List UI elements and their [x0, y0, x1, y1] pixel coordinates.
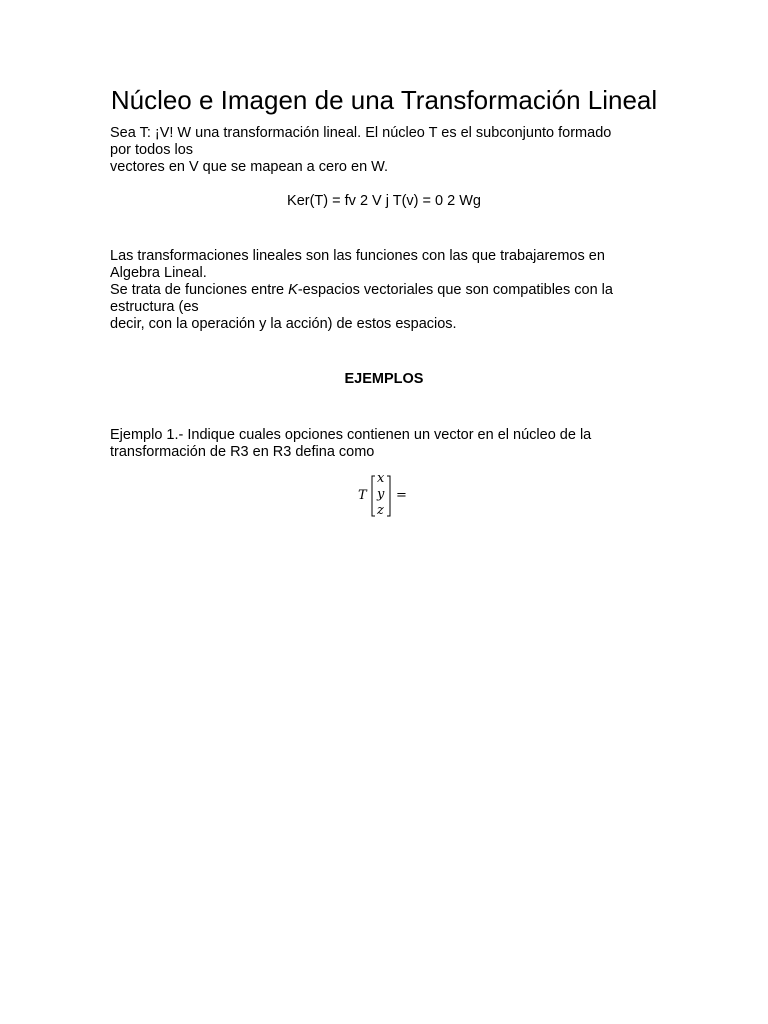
intro-line: Sea T: ¡V! W una transformación lineal. El núcleo T es el subconjunto formado [110, 125, 612, 141]
matrix-expression-graphic [355, 472, 425, 520]
paragraph-line: Algebra Lineal. [110, 265, 207, 281]
paragraph-text: -espacios vectoriales que son compatibles con la [297, 282, 613, 298]
examples-heading: EJEMPLOS [344, 371, 424, 387]
example-line: transformación de R3 en R3 defina como [110, 444, 375, 460]
example-line: Ejemplo 1.- Indique cuales opciones contienen un vector en el núcleo de la [110, 427, 592, 443]
intro-line: por todos los [110, 142, 194, 158]
kernel-formula: Ker(T) = fv 2 V j T(v) = 0 2 Wg [287, 193, 481, 209]
page-title: Núcleo e Imagen de una Transformación Lineal [110, 85, 658, 115]
example-1-paragraph [110, 427, 670, 461]
matrix-entry-y: y [377, 487, 385, 502]
matrix-expression [355, 472, 425, 520]
paragraph-line: decir, con la operación y la acción) de estos espacios. [110, 316, 457, 332]
left-bracket [372, 476, 375, 516]
intro-line: vectores en V que se mapean a cero en W. [110, 159, 389, 175]
field-symbol-k: K [288, 282, 298, 298]
right-bracket [387, 476, 390, 516]
paragraph-line: Las transformaciones lineales son las funciones con las que trabajaremos en [110, 248, 605, 264]
paragraph-text: Se trata de funciones entre [110, 282, 289, 298]
transformations-paragraph [110, 248, 670, 333]
transform-symbol: T [358, 488, 367, 503]
equals-sign: = [396, 488, 407, 503]
paragraph-line [110, 282, 670, 299]
matrix-entry-z: z [377, 503, 384, 518]
intro-paragraph [110, 125, 670, 176]
paragraph-line: estructura (es [110, 299, 199, 315]
matrix-entry-x: x [377, 471, 385, 486]
